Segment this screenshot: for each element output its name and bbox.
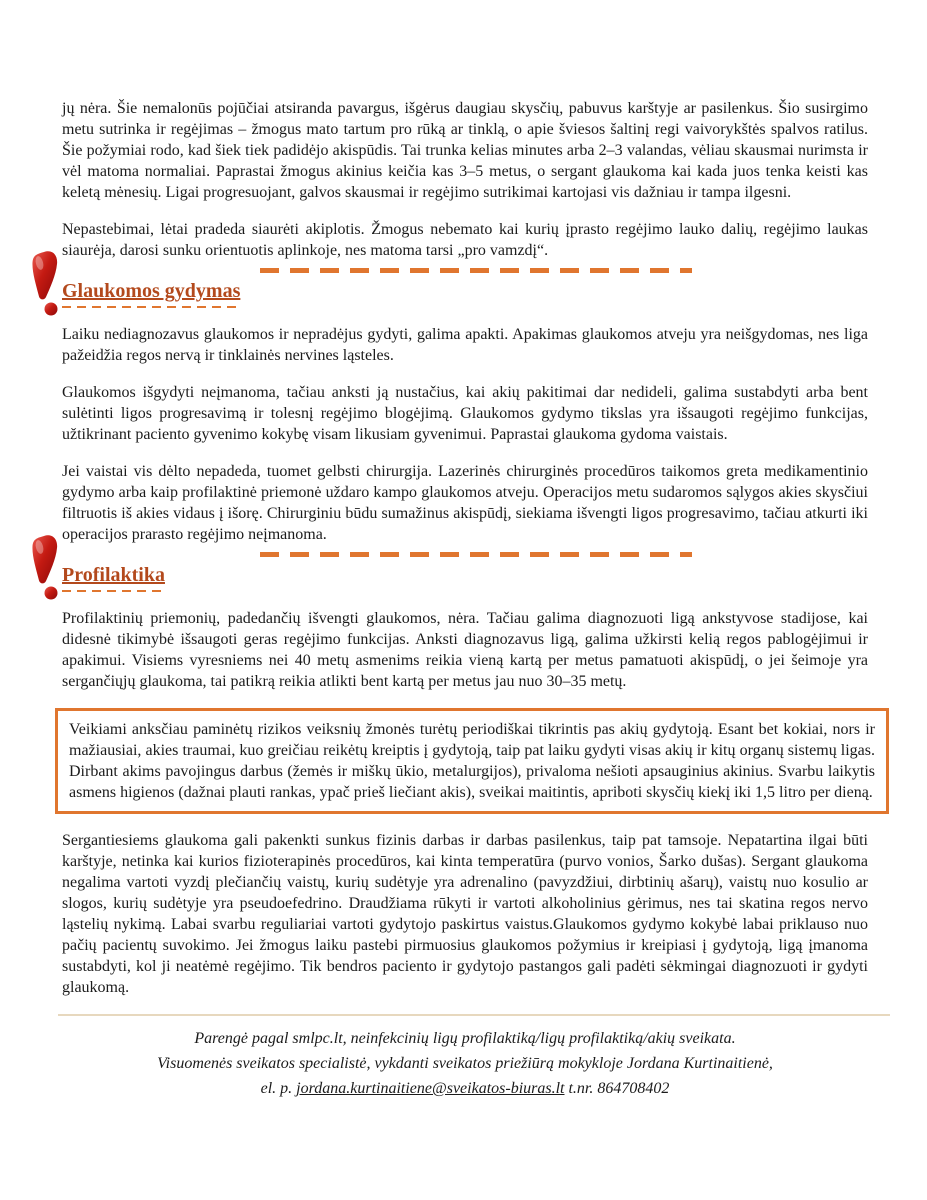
footer-separator xyxy=(58,1014,890,1016)
footer-phone: t.nr. 864708402 xyxy=(564,1080,670,1097)
heading-treatment: Glaukomos gydymas xyxy=(62,279,240,308)
risk-advice-text: Veikiami anksčiau paminėtų rizikos veiksnių žmonės turėtų periodiškai tikrintis pas akių gydytoją. Esant bet kokiai, nors ir mažiausiai, akies traumai, kuo greičiau reikėtų kreiptis į gydytoją, taip pat laiku gydyti visas akių ir kitų organų sistemų ligas. Dirbant akims pavojingus darbus (žemės ir miškų ūkio, metalurgijos), privaloma nešioti apsauginius akinius. Svarbu laikytis asmens higienos (dažnai plauti rankas, ypač prieš liečiant akis), sveikai maitintis, apriboti skysčių kiekį iki 1,5 litro per dieną. xyxy=(69,721,875,801)
risk-advice-box xyxy=(55,708,889,814)
heading-prevention: Profilaktika xyxy=(62,563,165,592)
exclamation-icon xyxy=(24,534,64,602)
document-body xyxy=(62,98,875,1101)
section-heading-treatment xyxy=(62,279,868,308)
paragraph-treatment-2: Glaukomos išgydyti neįmanoma, tačiau anksti ją nustačius, kai akių pakitimai dar nedideli, galima sustabdyti arba bent sulėtinti ligos progresavimą ir tolesnį regėjimo blogėjimą. Glaukomos gydymo tikslas yra išsaugoti regėjimo funkcijas, užtikrinant paciento gyvenimo kokybę visam likusiam gyvenimui. Paprastai glaukoma gydoma vaistais. xyxy=(62,384,868,443)
section-heading-prevention xyxy=(62,563,868,592)
footer-email-prefix: el. p. xyxy=(260,1080,297,1097)
footer-author-line: Visuomenės sveikatos specialistė, vykdanti sveikatos priežiūrą mokykloje Jordana Kurtinaitienė, xyxy=(157,1055,773,1072)
email-link[interactable]: jordana.kurtinaitiene@sveikatos-biuras.lt xyxy=(296,1080,565,1097)
footer xyxy=(62,1026,868,1101)
dashed-divider xyxy=(260,552,692,557)
dashed-divider xyxy=(260,268,692,273)
footer-source-line: Parengė pagal smlpc.lt, neinfekcinių ligų profilaktiką/ligų profilaktiką/akių sveikata. xyxy=(194,1030,736,1047)
paragraph-treatment-1: Laiku nediagnozavus glaukomos ir nepradėjus gydyti, galima apakti. Apakimas glaukomos atveju yra neišgydomas, nes liga pažeidžia regos nervą ir tinklainės nervines ląsteles. xyxy=(62,326,868,364)
paragraph-symptoms: jų nėra. Šie nemalonūs pojūčiai atsiranda pavargus, išgėrus daugiau skysčių, pabuvus karštyje ar pasilenkus. Šio susirgimo metu sutrinka ir regėjimas – žmogus mato tartum pro rūką ar tinklą, o apie šviesos šaltinį regi vaivorykštės spalvos ratilus. Šie požymiai rodo, kad šiek tiek padidėjo akispūdis. Tai trunka kelias minutes arba 2–3 valandas, vėliau skausmai nurimsta ir vėl matoma normaliai. Paprastai žmogus akinius keičia kas 3–5 metus, o sergant glaukoma kai kada juos tenka keisti kas keletą mėnesių. Ligai progresuojant, galvos skausmai ir regėjimo sutrikimai kartojasi vis dažniau ir tampa ilgesni. xyxy=(62,100,868,201)
exclamation-icon xyxy=(24,250,64,318)
paragraph-treatment-3: Jei vaistai vis dėlto nepadeda, tuomet gelbsti chirurgija. Lazerinės chirurginės procedūros taikomos greta medikamentinio gydymo arba kaip profilaktinė priemonė uždaro kampo glaukomos atveju. Operacijos metu sudaromos sąlygos akies skysčiui filtruotis iš akies vidaus į išorę. Chirurginiu būdu sumažinus akispūdį, siekiama išvengti ligos progresavimo, tačiau atkurti iki operacijos prarasto regėjimo neįmanoma. xyxy=(62,463,868,543)
paragraph-visual-field: Nepastebimai, lėtai pradeda siaurėti akiplotis. Žmogus nebemato kai kurių įprasto regėjimo lauko dalių, regėjimo laukas siaurėja, darosi sunku orientuotis aplinkoje, nes matoma tarsi „pro vamzdį“. xyxy=(62,221,868,259)
footer-contact-line xyxy=(62,1076,868,1101)
paragraph-prevention-1: Profilaktinių priemonių, padedančių išvengti glaukomos, nėra. Tačiau galima diagnozuoti ligą ankstyvose stadijose, kai didesnė tikimybė išsaugoti geras regėjimo funkcijas. Anksti diagnozavus ligą, galima užkirsti kelią regos pablogėjimui ir apakimui. Visiems vyresniems nei 40 metų asmenims reikia vieną kartą per metus pamatuoti akispūdį, o jei šeimoje yra sergančiųjų glaukoma, tai patikrą reikia atlikti bent kartą per metus jau nuo 30–35 metų. xyxy=(62,610,868,690)
paragraph-prevention-2: Sergantiesiems glaukoma gali pakenkti sunkus fizinis darbas ir darbas pasilenkus, taip pat tamsoje. Nepatartina ilgai būti karštyje, netinka kai kurios fizioterapinės procedūros, kai kinta temperatūra (purvo vonios, Šarko dušas). Sergant glaukoma negalima vartoti vyzdį plečiančių vaistų, kurių sudėtyje yra adrenalino (pavyzdžiui, dirbtinių ašarų), vaistų nuo kosulio ar slogos, kurių sudėtyje yra pseudoefedrino. Draudžiama rūkyti ir vartoti alkoholinius gėrimus, nes tai skatina regos nervo ląstelių nykimą. Labai svarbu reguliariai vartoti gydytojo paskirtus vaistus.Glaukomos gydymo kokybė labai priklauso nuo pačių pacientų suvokimo. Jei žmogus laiku pastebi pirmuosius glaukomos požymius ir kreipiasi į gydytoją, ligą įmanoma sustabdyti, kol ji neatėmė regėjimo. Tik bendros paciento ir gydytojo pastangos gali padėti sėkmingai diagnozuoti ir gydyti glaukomą. xyxy=(62,832,868,996)
